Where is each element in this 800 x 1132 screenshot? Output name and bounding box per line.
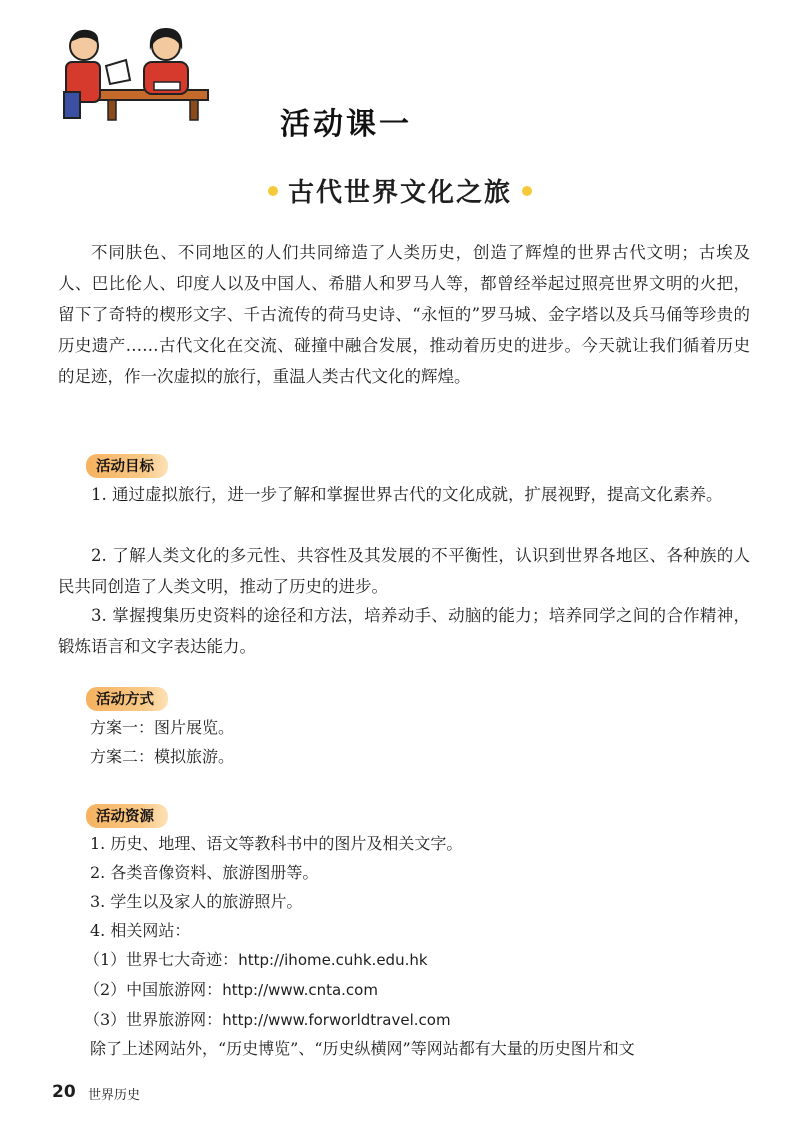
website-url[interactable]: http://ihome.cuhk.edu.hk <box>238 951 428 969</box>
intro-paragraph: 不同肤色、不同地区的人们共同缔造了人类历史，创造了辉煌的世界古代文明；古埃及人、巴比伦人、印度人以及中国人、希腊人和罗马人等，都曾经举起过照亮世界文明的火把，留下了奇特的楔形文字、千古流传的荷马史诗、“永恒的”罗马城、金字塔以及兵马俑等珍贵的历史遗产……古代文化在交流、碰撞中融合发展，推动着历史的进步。今天就让我们循着历史的足迹，作一次虚拟的旅行，重温人类古代文化的辉煌。 <box>58 243 750 386</box>
lesson-title: 活动课一 <box>280 107 412 142</box>
website-item <box>84 1006 451 1034</box>
method-item: 方案二：模拟旅游。 <box>90 747 235 766</box>
method-item: 方案一：图片展览。 <box>90 718 235 737</box>
page-number: 20 <box>52 1082 76 1102</box>
book-title: 世界历史 <box>88 1088 141 1103</box>
section-label-resources: 活动资源 <box>86 804 168 828</box>
website-url[interactable]: http://www.forworldtravel.com <box>222 1011 451 1029</box>
topic-title <box>0 172 800 209</box>
resources-closing: 除了上述网站外，“历史博览”、“历史纵横网”等网站都有大量的历史图片和文 <box>90 1039 635 1058</box>
resource-item: 3. 学生以及家人的旅游照片。 <box>90 892 303 911</box>
website-item <box>84 946 428 974</box>
two-students-reading-icon <box>58 22 218 122</box>
title-dot-icon <box>268 186 278 196</box>
goal-item: 2. 了解人类文化的多元性、共容性及其发展的不平衡性，认识到世界各地区、各种族的人民共同创造了人类文明，推动了历史的进步。 <box>58 546 750 596</box>
goal-item: 3. 掌握搜集历史资料的途径和方法，培养动手、动脑的能力；培养同学之间的合作精神，锻炼语言和文字表达能力。 <box>58 606 750 656</box>
resource-item: 4. 相关网站： <box>90 921 191 940</box>
website-url[interactable]: http://www.cnta.com <box>222 981 378 999</box>
resource-item: 2. 各类音像资料、旅游图册等。 <box>90 863 319 882</box>
website-label: （2）中国旅游网： <box>84 980 223 999</box>
website-item <box>84 976 378 1004</box>
section-label-methods: 活动方式 <box>86 687 168 711</box>
lesson-header <box>58 22 478 142</box>
website-label: （3）世界旅游网： <box>84 1010 223 1029</box>
topic-title-text: 古代世界文化之旅 <box>287 178 512 208</box>
resource-item: 1. 历史、地理、语文等教科书中的图片及相关文字。 <box>90 834 463 853</box>
website-label: （1）世界七大奇迹： <box>84 950 239 969</box>
title-dot-icon <box>522 186 532 196</box>
section-label-goals: 活动目标 <box>86 454 168 478</box>
goal-item: 1. 通过虚拟旅行，进一步了解和掌握世界古代的文化成就，扩展视野，提高文化素养。 <box>91 485 723 504</box>
